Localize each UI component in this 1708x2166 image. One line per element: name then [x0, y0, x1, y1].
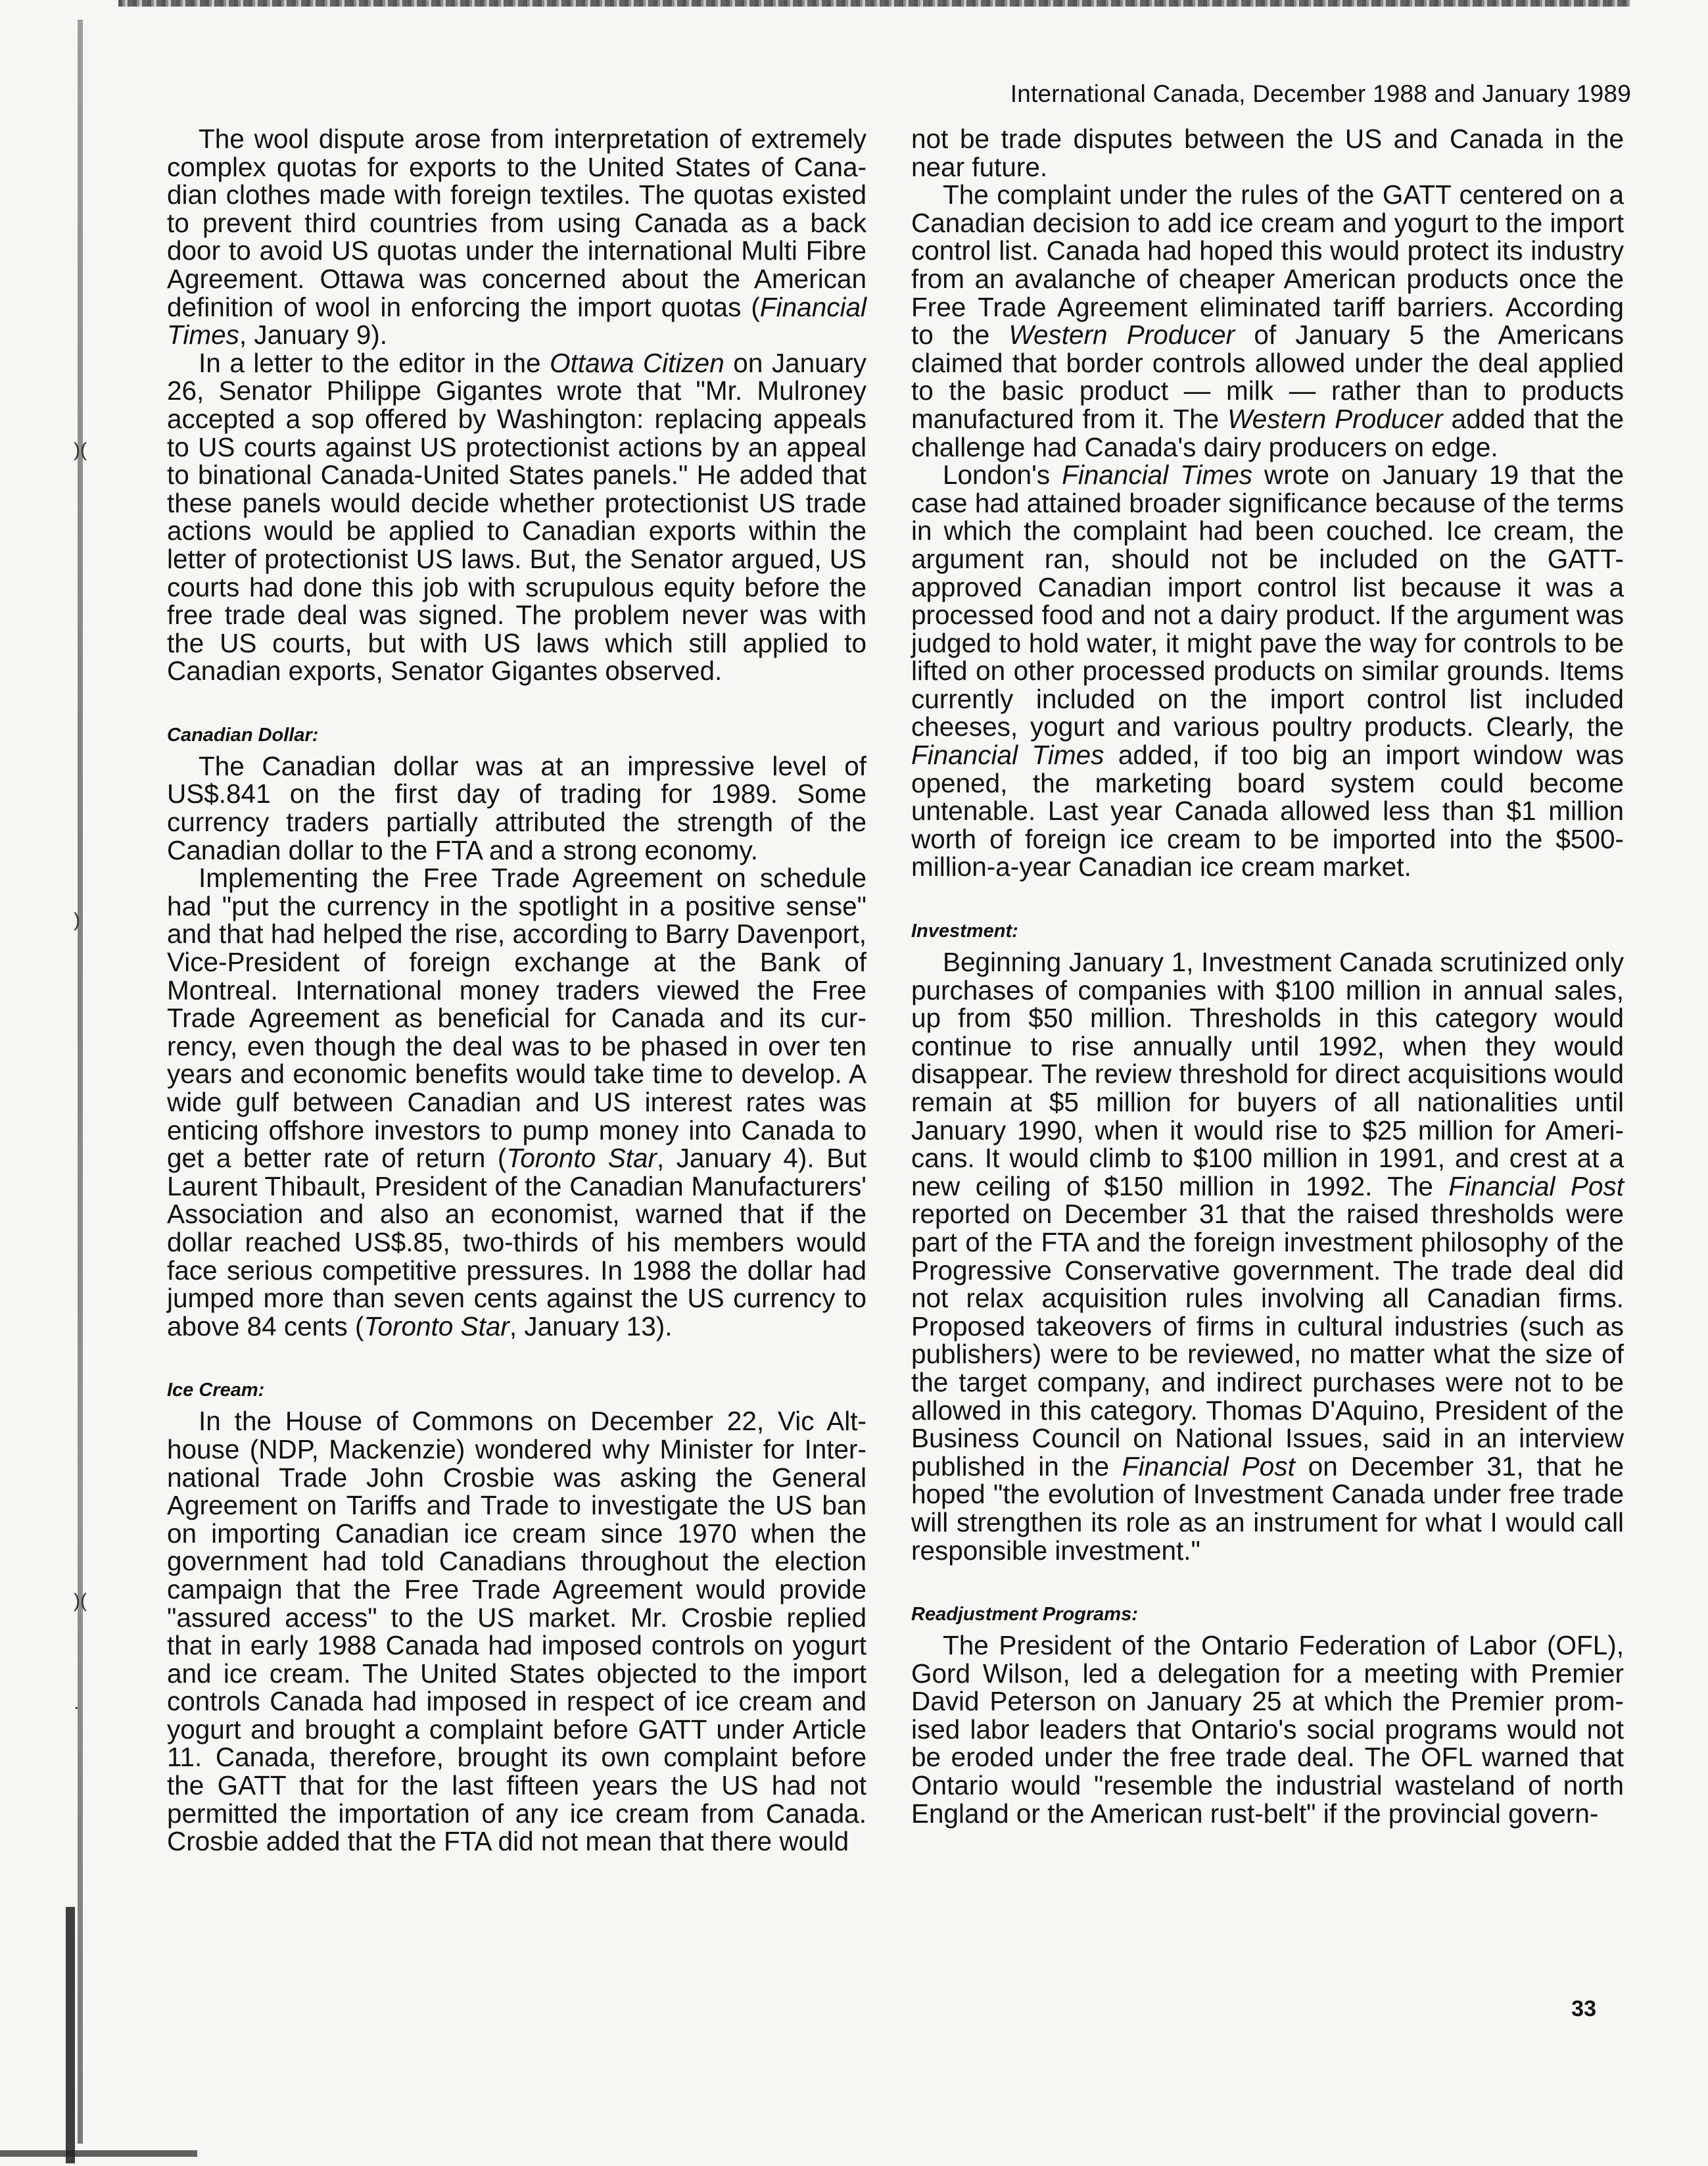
scan-artifact-binding-lower — [66, 1907, 75, 2163]
scan-artifact-binding — [78, 20, 83, 2144]
source-citation: Financial Post — [1448, 1170, 1624, 1201]
scan-artifact-bottom — [0, 2150, 197, 2157]
source-citation: Financial Times — [167, 291, 866, 350]
section-heading-investment: Investment: — [911, 921, 1018, 942]
source-citation: Toronto Star — [364, 1311, 510, 1341]
source-citation: Western Producer — [1008, 320, 1235, 350]
margin-mark: )( — [74, 439, 87, 461]
paragraph-dollar-level: The Canadian dollar was at an impressive level of US$.841 on the first day of trading for 1989. Some currency traders partially attributed the strength of the Canadian dollar to the FTA and a strong economy. — [167, 750, 866, 865]
source-citation: Financial Times — [911, 740, 1104, 771]
source-citation: Toronto Star — [506, 1143, 657, 1174]
margin-mark: . — [74, 1692, 80, 1714]
paragraph-ice-cream-commons: In the House of Commons on December 22, Vic Althouse (NDP, Mackenzie) wondered why Minister for International Trade John Crosbie was asking the General Agreement on Tariffs and Trade to investigate the US ban on importing Canadian ice cream since 1970 when the government had told Canadians throughout the election campaign that the Free Trade Agreement would provide "assured access" to the US market. Mr. Crosbie replied that in early 1988 Canada had imposed controls on yogurt and ice cream. The United States objected to the import controls Canada had imposed in respect of ice cream and yogurt and brought a complaint before GATT under Article 11. Canada, therefore, brought its own complaint before the GATT that for the last fifteen years the US had not permitted the importation of any ice cream from Canada. Crosbie added that the FTA did not mean that there would — [167, 1406, 866, 1857]
paragraph-investment-canada: Beginning January 1, Investment Canada scrutinized only purchases of companies with $100 million in annual sales, up from $50 million. Thresholds in this category would continue to rise annually until 1992, when they would disappear. The review threshold for direct acquisitions would remain at $5 million for buyers of all nationalities until January 1990, when it would rise to $25 million for Americans. It would climb to $100 million in 1991, and crest at a new ceiling of $150 million in 1992. The Financial Post reported on December 31 that the raised thresholds were part of the FTA and the foreign investment philosophy of the Progressive Conservative government. The trade deal did not relax acquisition rules involving all Canadian firms. Proposed takeovers of firms in cultural industries (such as publishers) were to be reviewed, no matter what the size of the target company, and indirect purchases were not to be allowed in this category. Thomas D'Aquino, President of the Business Council on National Issues, said in an interview published in the Financial Post on December 31, that he hoped "the evolution of Investment Canada under free trade will strengthen its role as an instrument for what I would call responsible investment." — [911, 947, 1624, 1566]
paragraph-financial-times: London's Financial Times wrote on January 19 that the case had attained broader significance because of the terms in which the complaint had been couched. Ice cream, the argument ran, should not be included on the GATT-approved Canadian import control list because it was a processed food and not a dairy product. If the argument was judged to hold water, it might pave the way for controls to be lifted on other processed products on similar grounds. Items currently included on the import control list included cheeses, yogurt and various poultry products. Clearly, the Financial Times added, if too big an import window was opened, the marketing board system could become untenable. Last year Canada allowed less than $1 million worth of foreign ice cream to be imported into the $500-million-a-year Canadian ice cream market. — [911, 460, 1624, 882]
left-column — [167, 125, 866, 1856]
scan-artifact-top — [118, 0, 1630, 7]
paragraph-ice-cream-continued: not be trade disputes between the US and Canada in the near future. — [911, 124, 1624, 182]
paragraph-gatt-complaint: The complaint under the rules of the GATT centered on a Canadian decision to add ice cream and yogurt to the import control list. Canada had hoped this would protect its industry from an avalanche of cheaper American products once the Free Trade Agreement eliminated tariff barriers. According to the Western Producer of January 5 the Americans claimed that border controls allowed under the deal applied to the basic product — milk — rather than to products manufactured from it. The Western Producer added that the challenge had Canada's dairy producers on edge. — [911, 180, 1625, 462]
section-heading-canadian-dollar: Canadian Dollar: — [167, 724, 319, 746]
right-column — [911, 125, 1624, 1827]
source-citation: Western Producer — [1227, 403, 1443, 434]
running-header: International Canada, December 1988 and January 1989 — [1010, 80, 1631, 107]
paragraph-gigantes-letter: In a letter to the editor in the Ottawa Citizen on January 26, Senator Philippe Gigantes wrote that "Mr. Mulroney accepted a sop offered by Washington: replacing appeals to US courts against US protectionist actions by an appeal to binational Canada-United States panels." He added that these panels would decide whether protectionist US trade actions would be applied to Canadian exports within the letter of protectionist US laws. But, the Senator argued, US courts had done this job with scrupulous equity before the free trade deal was signed. The problem never was with the US courts, but with US laws which still applied to Canadian exports, Senator Gigantes observed. — [167, 347, 866, 686]
section-heading-readjustment-programs: Readjustment Programs: — [911, 1604, 1138, 1625]
margin-mark: ) — [74, 909, 80, 931]
paragraph-ofl-delegation: The President of the Ontario Federation of Labor (OFL), Gord Wilson, led a delegation for a meeting with Premier David Peterson on January 25 at which the Premier promised labor leaders that Ontario's social programs would not be eroded under the free trade deal. The OFL warned that Ontario would "resemble the industrial wasteland of north England or the American rust-belt" if the provincial govern- — [911, 1630, 1624, 1829]
source-citation: Financial Times — [1062, 460, 1253, 491]
paragraph-dollar-fta: Implementing the Free Trade Agreement on schedule had "put the currency in the spotlight in a positive sense" and that had helped the rise, according to Barry Davenport, Vice-President of foreign exchange at the Bank of Montreal. International money traders viewed the Free Trade Agreement as beneficial for Canada and its currency, even though the deal was to be phased in over ten years and economic benefits would take time to develop. A wide gulf between Canadian and US interest rates was enticing offshore investors to pump money into Canada to get a better rate of return (Toronto Star, January 4). But Laurent Thibault, President of the Canadian Manufacturers' Association and also an economist, warned that if the dollar reached US$.85, two-thirds of his members would face serious competitive pressures. In 1988 the dollar had jumped more than seven cents against the US currency to above 84 cents (Toronto Star, January 13). — [167, 863, 866, 1341]
page-number: 33 — [1571, 1996, 1596, 2021]
source-citation: Ottawa Citizen — [550, 347, 724, 378]
section-heading-ice-cream: Ice Cream: — [167, 1380, 265, 1401]
source-citation: Financial Post — [1122, 1451, 1295, 1481]
margin-mark: )( — [74, 1590, 87, 1612]
paragraph-wool-quotas: The wool dispute arose from interpretation of extremely complex quotas for exports to the United States of Canadian clothes made with foreign textiles. The quotas existed to prevent third countries from using Canada as a back door to avoid US quotas under the international Multi Fibre Agreement. Ottawa was concerned about the American definition of wool in enforcing the import quotas (Financial Times, January 9). — [167, 124, 866, 350]
